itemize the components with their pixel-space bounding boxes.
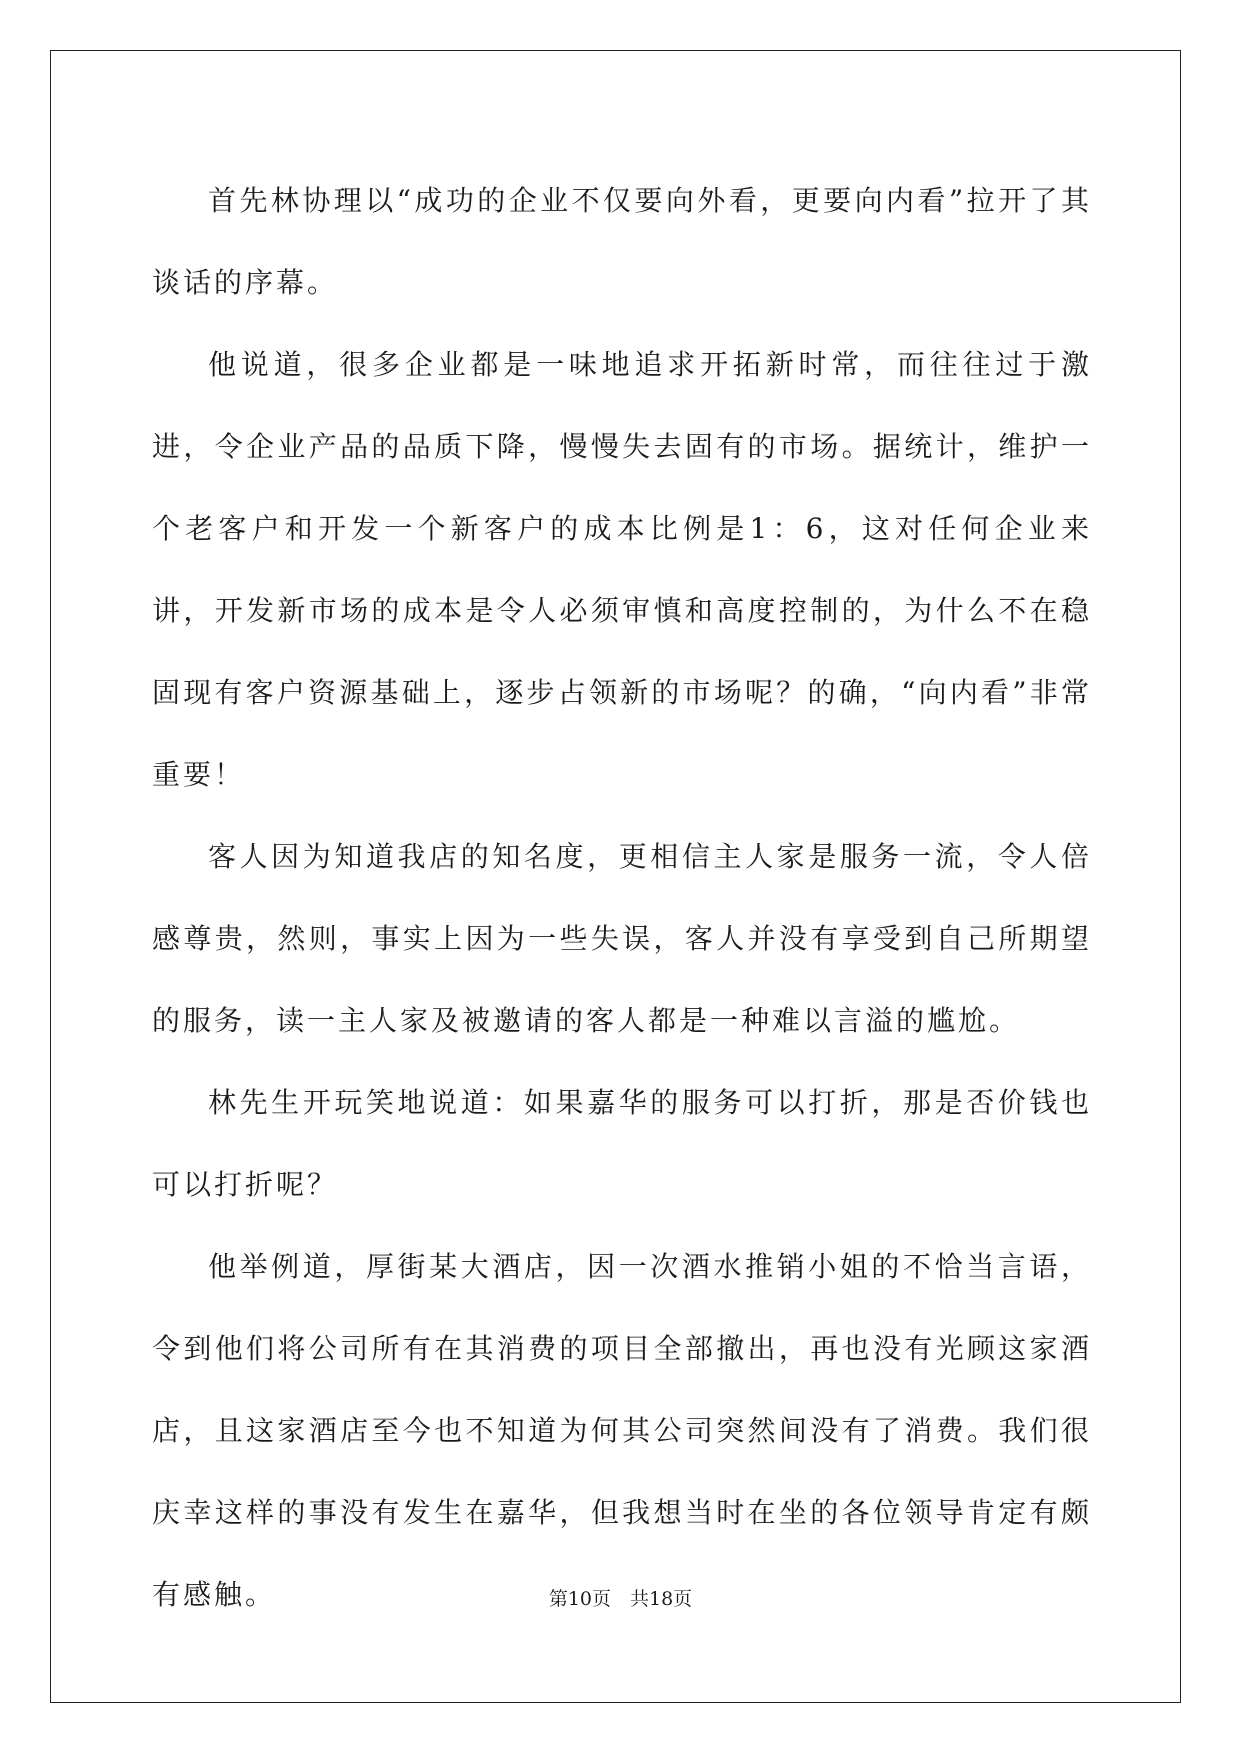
paragraph-4: 林先生开玩笑地说道：如果嘉华的服务可以打折，那是否价钱也可以打折呢？	[152, 1086, 1092, 1201]
paragraph-2: 他说道，很多企业都是一味地追求开拓新时常，而往往过于激进，令企业产品的品质下降，慢慢失去固有的市场。据统计，维护一个老客户和开发一个新客户的成本比例是1：6，这对任何企业来讲，开发新市场的成本是令人必须审慎和高度控制的，为什么不在稳固现有客户资源基础上，逐步占领新的市场呢？的确，“向内看”非常重要！	[152, 348, 1092, 791]
paragraph-3: 客人因为知道我店的知名度，更相信主人家是服务一流，令人倍感尊贵，然则，事实上因为一些失误，客人并没有享受到自己所期望的服务，读一主人家及被邀请的客人都是一种难以言溢的尴尬。	[152, 840, 1092, 1037]
paragraph-1: 首先林协理以“成功的企业不仅要向外看，更要向内看”拉开了其谈话的序幕。	[152, 184, 1092, 299]
paragraph-5: 他举例道，厚街某大酒店，因一次酒水推销小姐的不恰当言语，令到他们将公司所有在其消费的项目全部撤出，再也没有光顾这家酒店，且这家酒店至今也不知道为何其公司突然间没有了消费。我们很庆幸这样的事没有发生在嘉华，但我想当时在坐的各位领导肯定有颇有感触。	[152, 1250, 1092, 1611]
page-number-footer: 第10页 共18页	[548, 1588, 693, 1610]
document-body	[152, 160, 1092, 1636]
